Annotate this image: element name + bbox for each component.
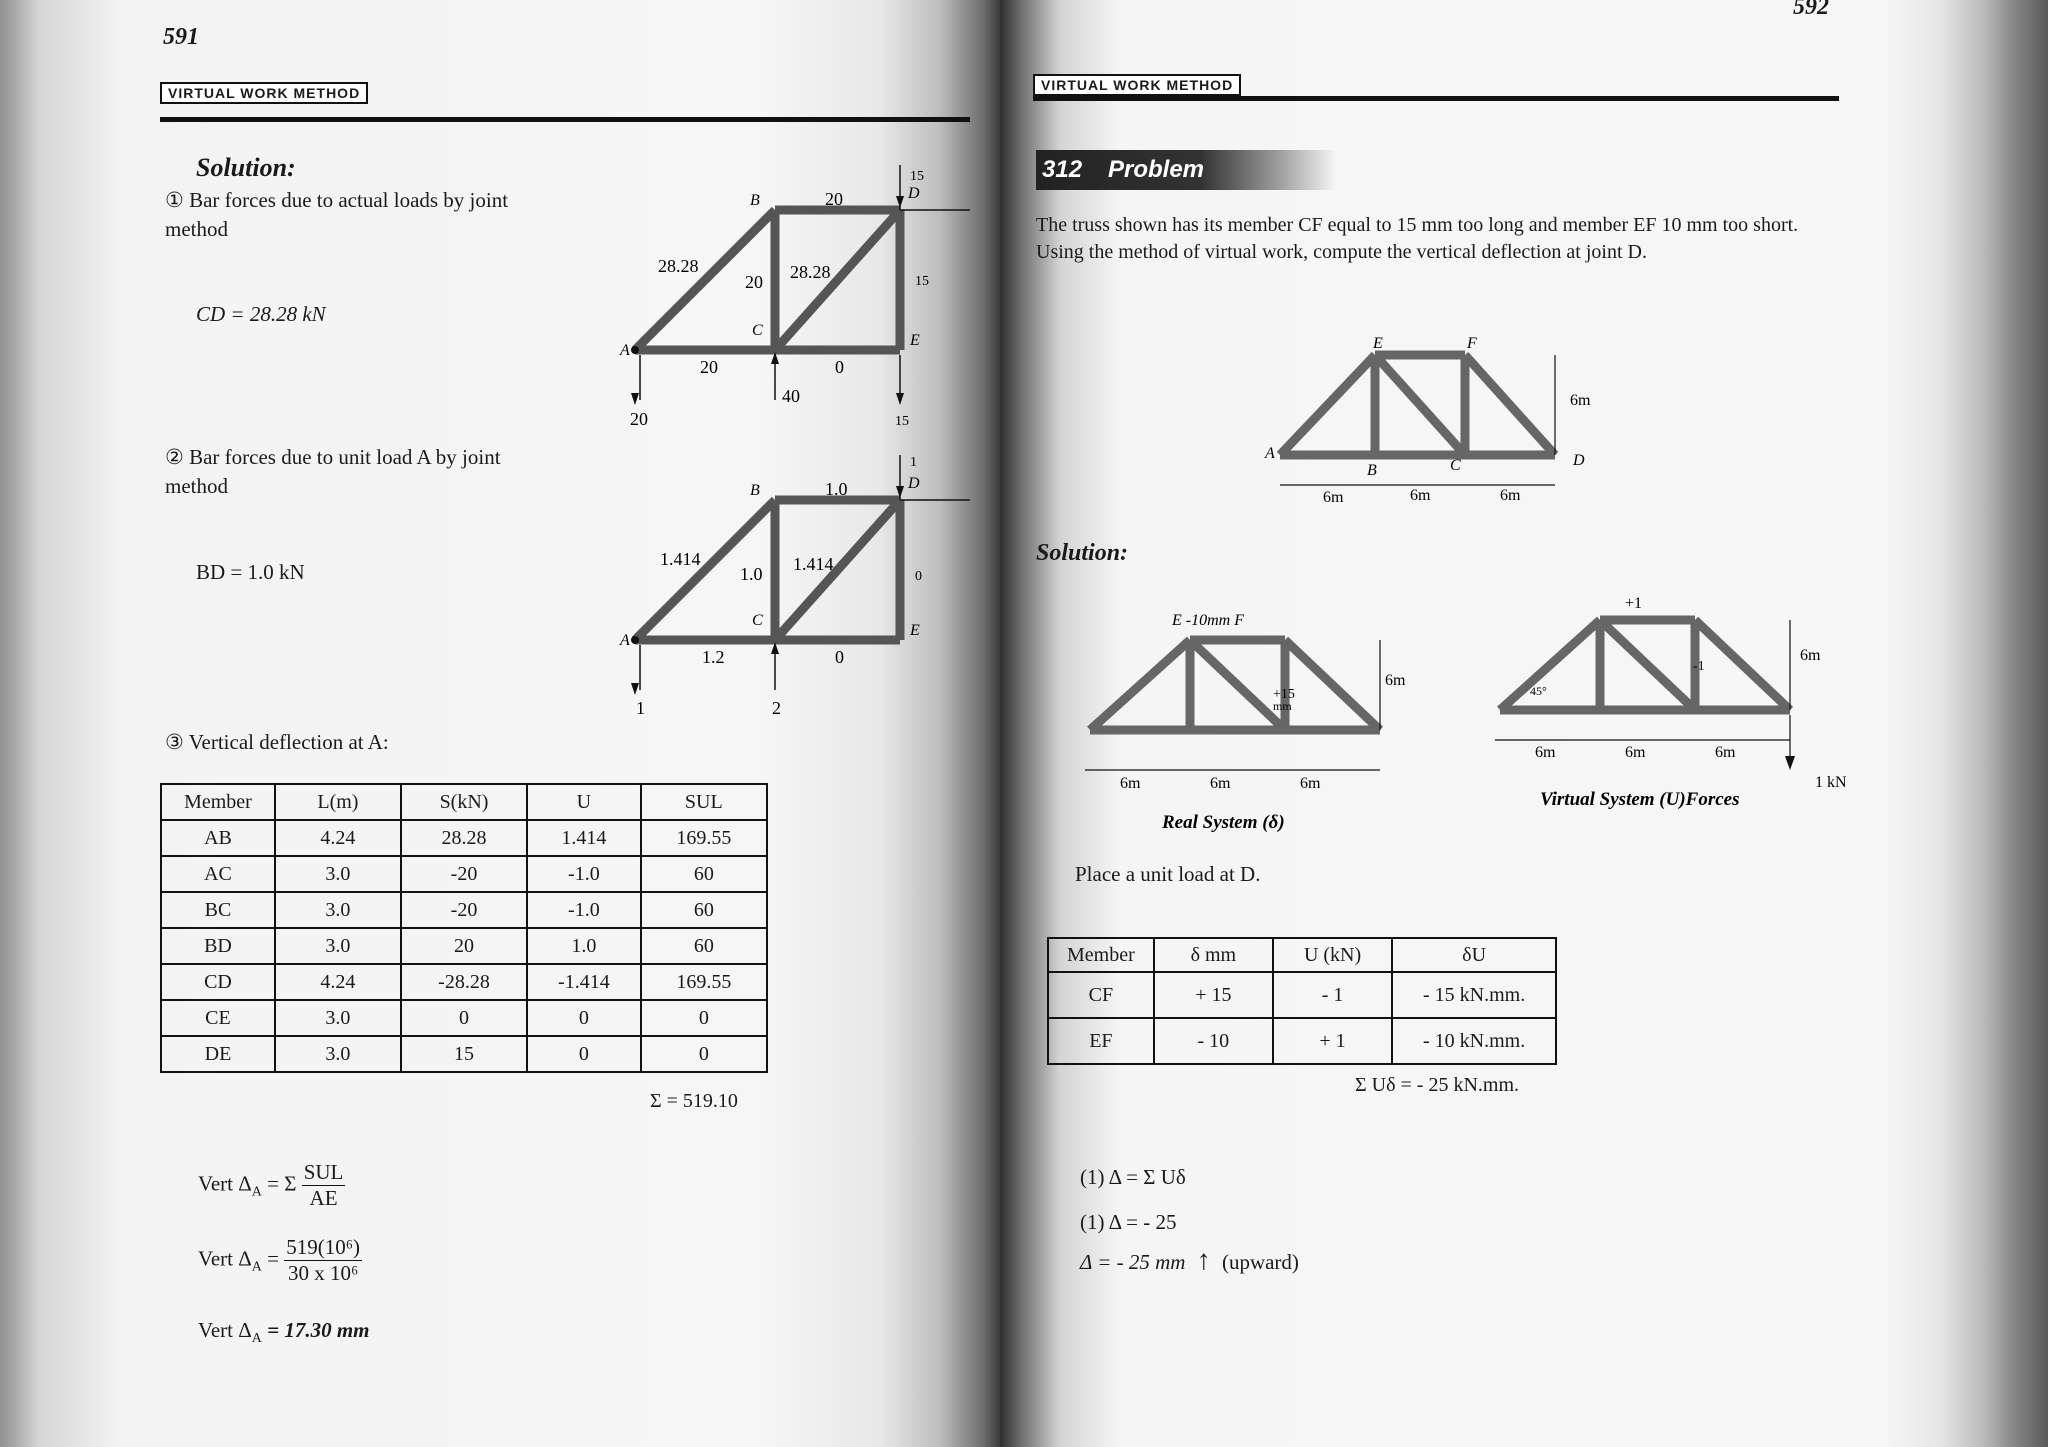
header-tag: VIRTUAL WORK METHOD xyxy=(160,82,368,104)
reaction-c: 2 xyxy=(772,698,781,718)
table-sum: Σ Uδ = - 25 kN.mm. xyxy=(1355,1074,1520,1096)
problem-text: The truss shown has its member CF equal to 15 mm too long and member EF 10 mm too short. Using the method of virtual work, compute the vertical deflection at joint D. xyxy=(1036,214,1799,263)
force-ab: 1.414 xyxy=(660,549,701,569)
arrow-up-icon: ↑ xyxy=(1196,1245,1211,1276)
header-rule xyxy=(1033,96,1839,101)
table-row: CF + 15 - 1 - 15 kN.mm. xyxy=(1048,972,1556,1018)
right-page xyxy=(1000,0,2048,1447)
place-text: Place a unit load at D. xyxy=(1075,862,1261,886)
label-e: E xyxy=(910,622,920,639)
force-cd: 28.28 xyxy=(790,262,831,282)
table-sum: Σ = 519.10 xyxy=(650,1090,738,1112)
svg-text:E: E xyxy=(1373,335,1383,352)
table-row: AB 4.24 28.28 1.414 169.55 xyxy=(161,820,767,856)
force-bc: 1.0 xyxy=(740,564,763,584)
force-bd: 1.0 xyxy=(825,479,848,499)
step1-result: CD = 28.28 kN xyxy=(196,302,326,326)
problem-title: Problem xyxy=(1108,156,1205,183)
reaction-c: 40 xyxy=(782,386,800,406)
svg-text:F: F xyxy=(1467,335,1477,352)
left-page xyxy=(0,0,1000,1447)
problem-number: 312 xyxy=(1042,156,1083,183)
svg-text:6m: 6m xyxy=(1625,744,1646,761)
solution-heading: Solution: xyxy=(196,153,296,182)
label-d: D xyxy=(908,185,920,202)
col-member: Member xyxy=(161,784,275,820)
truss-diagram-virtual xyxy=(1470,590,1870,820)
load-a: 1 xyxy=(636,698,645,718)
force-ac: 1.2 xyxy=(702,647,725,667)
truss-diagram-actual xyxy=(610,160,990,440)
header-tag: VIRTUAL WORK METHOD xyxy=(1033,74,1241,96)
svg-text:C: C xyxy=(1450,457,1461,474)
equation-1: Vert $\Delta_A = \Sigma$ $\frac{\text{SUL}}{AE}$ xyxy=(198,1160,344,1210)
equation-1: (1) Δ = Σ Uδ xyxy=(1080,1165,1186,1189)
equation-3: Vert $\Delta_A = 17.30$ mm xyxy=(198,1318,370,1347)
svg-text:-1: -1 xyxy=(1693,659,1705,674)
force-bd: 20 xyxy=(825,189,843,209)
svg-text:6m: 6m xyxy=(1120,775,1141,792)
table-row: EF - 10 + 1 - 10 kN.mm. xyxy=(1048,1018,1556,1064)
results-table xyxy=(160,783,768,1073)
label-e: E xyxy=(910,332,920,349)
svg-text:6m: 6m xyxy=(1500,487,1521,504)
svg-text:6m: 6m xyxy=(1300,775,1321,792)
force-ab: 28.28 xyxy=(658,256,699,276)
svg-text:6m: 6m xyxy=(1570,392,1591,409)
svg-text:+15: +15 xyxy=(1273,687,1295,702)
svg-text:6m: 6m xyxy=(1410,487,1431,504)
equation-2: Vert $\Delta_A$ = $\frac{\text{519(10⁶)}}{\text{30 x 10⁶}}$ xyxy=(198,1235,361,1285)
truss-diagram-unit xyxy=(610,450,990,720)
step2-label: ② Bar forces due to unit load A by joint method xyxy=(165,445,501,498)
label-b: B xyxy=(750,192,760,209)
col-length: L(m) xyxy=(275,784,401,820)
load-d: 15 xyxy=(910,169,924,184)
equation-3: Δ = - 25 mm ↑ (upward) xyxy=(1080,1245,1299,1276)
svg-text:+1: +1 xyxy=(1625,595,1643,612)
svg-text:6m: 6m xyxy=(1385,672,1406,689)
table-row: CD 4.24 -28.28 -1.414 169.55 xyxy=(161,964,767,1000)
svg-text:D: D xyxy=(1573,452,1585,469)
force-ce: 0 xyxy=(835,357,844,377)
svg-text:6m: 6m xyxy=(1535,744,1556,761)
page-number: 592 xyxy=(1793,0,1829,20)
table-row: DE 3.0 15 0 0 xyxy=(161,1036,767,1072)
svg-text:E -10mm F: E -10mm F xyxy=(1172,612,1244,629)
label-b: B xyxy=(750,482,760,499)
table-row: BC 3.0 -20 -1.0 60 xyxy=(161,892,767,928)
svg-text:6m: 6m xyxy=(1323,489,1344,506)
force-de: 15 xyxy=(915,274,929,289)
svg-text:A: A xyxy=(1265,445,1275,462)
force-cd: 1.414 xyxy=(793,554,834,574)
svg-text:Virtual System (U)Forces: Virtual System (U)Forces xyxy=(1540,789,1740,810)
problem-banner xyxy=(1036,150,1336,190)
force-bc: 20 xyxy=(745,272,763,292)
step2-result: BD = 1.0 kN xyxy=(196,560,305,584)
step3-label: ③ Vertical deflection at A: xyxy=(165,730,389,754)
force-ce: 0 xyxy=(835,647,844,667)
col-unit: U xyxy=(527,784,641,820)
col-force: S(kN) xyxy=(401,784,527,820)
header-rule xyxy=(160,117,970,122)
svg-text:Real System (δ): Real System (δ) xyxy=(1162,812,1285,833)
svg-text:6m: 6m xyxy=(1210,775,1231,792)
col-sul: SUL xyxy=(641,784,767,820)
deflection-table: Member δ mm U (kN) δU CF + 15 - 1 - 15 kN.mm. EF - 10 + 1 - 10 kN.mm. xyxy=(1047,937,1557,1065)
force-de: 0 xyxy=(915,569,922,584)
svg-text:1 kN: 1 kN xyxy=(1815,774,1847,791)
label-a: A xyxy=(620,632,630,649)
equation-2: (1) Δ = - 25 xyxy=(1080,1210,1177,1234)
svg-text:6m: 6m xyxy=(1715,744,1736,761)
truss-diagram-real xyxy=(1060,605,1450,835)
table-row: BD 3.0 20 1.0 60 xyxy=(161,928,767,964)
table-row: CE 3.0 0 0 0 xyxy=(161,1000,767,1036)
load-a: 20 xyxy=(630,409,648,429)
truss-diagram-problem xyxy=(1255,330,1615,510)
page-number: 591 xyxy=(163,24,199,50)
load-d: 1 xyxy=(910,455,917,470)
label-d: D xyxy=(908,475,920,492)
svg-text:6m: 6m xyxy=(1800,647,1821,664)
label-c: C xyxy=(752,612,763,629)
svg-text:mm: mm xyxy=(1273,699,1292,713)
label-c: C xyxy=(752,322,763,339)
solution-heading: Solution: xyxy=(1036,540,1129,566)
svg-text:B: B xyxy=(1367,462,1377,479)
svg-text:45°: 45° xyxy=(1530,684,1547,698)
label-a: A xyxy=(620,342,630,359)
table-row: AC 3.0 -20 -1.0 60 xyxy=(161,856,767,892)
load-e: 15 xyxy=(895,414,909,429)
force-ac: 20 xyxy=(700,357,718,377)
step1-label: ① Bar forces due to actual loads by joint method xyxy=(165,188,509,241)
